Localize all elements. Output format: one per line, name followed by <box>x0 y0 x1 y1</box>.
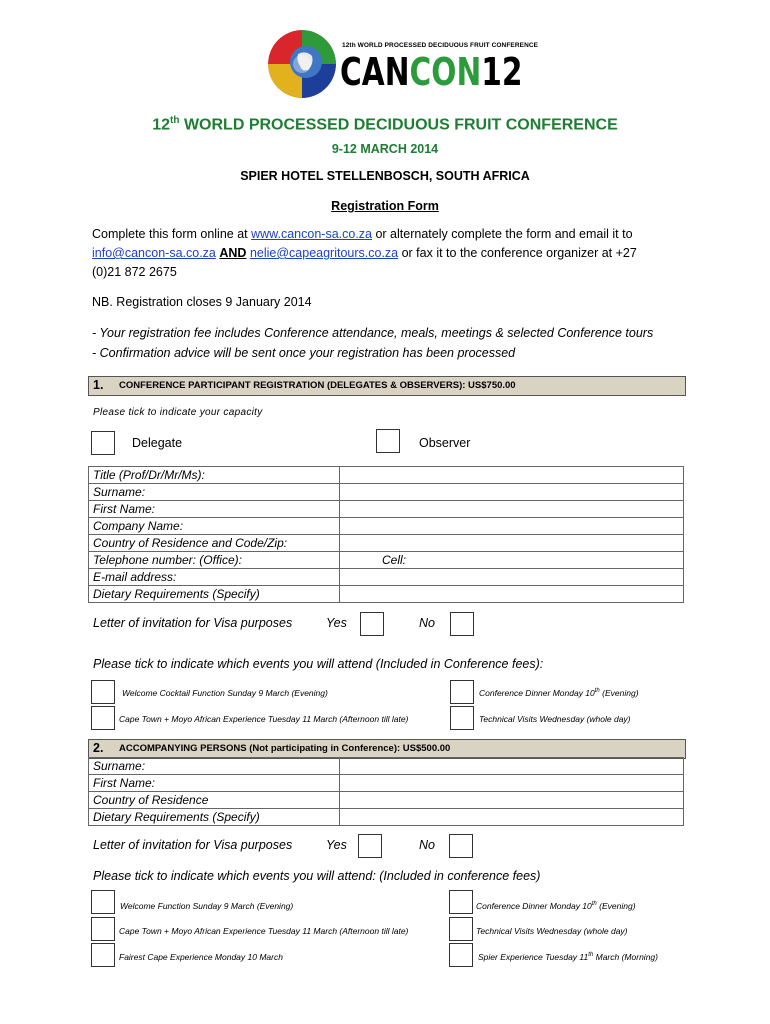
event-technical-visits-checkbox-2[interactable] <box>449 917 473 941</box>
event-technical-visits-label: Technical Visits Wednesday (whole day) <box>479 714 631 724</box>
visa-no-label: No <box>419 616 435 630</box>
section2-header: 2. ACCOMPANYING PERSONS (Not participating in Conference): US$500.00 <box>88 739 686 759</box>
field-input-email[interactable] <box>340 569 684 586</box>
event-spier-experience-label: Spier Experience Tuesday 11th March (Morning) <box>478 952 658 962</box>
visa-yes-checkbox-2[interactable] <box>358 834 382 858</box>
visa-no-checkbox[interactable] <box>450 612 474 636</box>
event-cape-town-label: Cape Town + Moyo African Experience Tuesday 11 March (Afternoon till late) <box>119 714 409 724</box>
field-input-first-name[interactable] <box>340 501 684 518</box>
event-welcome-function-checkbox[interactable] <box>91 890 115 914</box>
table-row <box>89 758 684 775</box>
field-label-country: Country of Residence <box>89 792 340 809</box>
field-input-dietary[interactable] <box>340 586 684 603</box>
table-row <box>89 809 684 826</box>
section1-header: 1. CONFERENCE PARTICIPANT REGISTRATION (DELEGATES & OBSERVERS): US$750.00 <box>88 376 686 396</box>
table-row <box>89 552 684 569</box>
table-row <box>89 586 684 603</box>
visa-label: Letter of invitation for Visa purposes <box>93 616 293 630</box>
field-label-dietary: Dietary Requirements (Specify) <box>89 809 340 826</box>
visa-yes-label: Yes <box>326 616 347 630</box>
cell-label: Cell: <box>382 553 407 567</box>
logo-wordmark: CANCON12 <box>340 50 523 94</box>
field-label-dietary: Dietary Requirements (Specify) <box>89 586 340 603</box>
event-cape-town-checkbox-2[interactable] <box>91 917 115 941</box>
table-row <box>89 484 684 501</box>
observer-checkbox[interactable] <box>376 429 400 453</box>
table-row <box>89 501 684 518</box>
event-cape-town-label-2: Cape Town + Moyo African Experience Tuesday 11 March (Afternoon till late) <box>119 926 409 936</box>
event-conference-dinner-checkbox[interactable] <box>450 680 474 704</box>
field-input-country[interactable] <box>340 792 684 809</box>
globe-logo-icon <box>268 30 336 98</box>
event-conference-dinner-checkbox-2[interactable] <box>449 890 473 914</box>
email-link-info[interactable]: info@cancon-sa.co.za <box>92 246 216 260</box>
visa-no-label-2: No <box>419 838 435 852</box>
field-label-first-name: First Name: <box>89 775 340 792</box>
participant-details-table <box>88 466 684 603</box>
visa-yes-label-2: Yes <box>326 838 347 852</box>
event-fairest-cape-label: Fairest Cape Experience Monday 10 March <box>119 952 283 962</box>
field-label-email: E-mail address: <box>89 569 340 586</box>
field-label-company: Company Name: <box>89 518 340 535</box>
field-label-telephone: Telephone number: (Office): <box>89 552 340 569</box>
visa-no-checkbox-2[interactable] <box>449 834 473 858</box>
field-input-dietary[interactable] <box>340 809 684 826</box>
field-label-title: Title (Prof/Dr/Mr/Ms): <box>89 467 340 484</box>
conference-dates: 9-12 MARCH 2014 <box>331 142 439 156</box>
events-prompt: Please tick to indicate which events you will attend (Included in Conference fees): <box>93 657 544 671</box>
event-spier-experience-checkbox[interactable] <box>449 943 473 967</box>
field-input-title[interactable] <box>340 467 684 484</box>
event-conference-dinner-label: Conference Dinner Monday 10th (Evening) <box>479 688 639 698</box>
registration-deadline: NB. Registration closes 9 January 2014 <box>92 295 312 309</box>
table-row <box>89 535 684 552</box>
field-label-surname: Surname: <box>89 758 340 775</box>
capacity-prompt: Please tick to indicate your capacity <box>93 407 263 418</box>
field-input-surname[interactable] <box>340 484 684 501</box>
field-input-first-name[interactable] <box>340 775 684 792</box>
visa-yes-checkbox[interactable] <box>360 612 384 636</box>
event-welcome-cocktail-checkbox[interactable] <box>91 680 115 704</box>
field-input-telephone[interactable] <box>340 552 684 569</box>
form-title: Registration Form <box>331 199 439 213</box>
observer-label: Observer <box>419 436 471 450</box>
field-label-first-name: First Name: <box>89 501 340 518</box>
events-prompt-2: Please tick to indicate which events you will attend: (Included in conference fees) <box>93 869 541 883</box>
accompanying-details-table <box>88 757 684 826</box>
table-row <box>89 569 684 586</box>
event-technical-visits-label-2: Technical Visits Wednesday (whole day) <box>476 926 628 936</box>
field-input-company[interactable] <box>340 518 684 535</box>
conference-title: 12th WORLD PROCESSED DECIDUOUS FRUIT CONFERENCE <box>152 115 618 134</box>
table-row <box>89 792 684 809</box>
event-conference-dinner-label-2: Conference Dinner Monday 10th (Evening) <box>476 901 636 911</box>
table-row <box>89 467 684 484</box>
field-input-country[interactable] <box>340 535 684 552</box>
field-input-surname[interactable] <box>340 758 684 775</box>
event-technical-visits-checkbox[interactable] <box>450 706 474 730</box>
email-link-nelie[interactable]: nelie@capeagritours.co.za <box>249 246 399 260</box>
visa-label-2: Letter of invitation for Visa purposes <box>93 838 293 852</box>
table-row <box>89 518 684 535</box>
field-label-surname: Surname: <box>89 484 340 501</box>
event-welcome-function-label: Welcome Function Sunday 9 March (Evening) <box>120 901 294 911</box>
website-link[interactable]: www.cancon-sa.co.za <box>251 227 372 241</box>
event-cape-town-checkbox[interactable] <box>91 706 115 730</box>
confirmation-note: - Confirmation advice will be sent once your registration has been processed <box>92 346 516 360</box>
delegate-label: Delegate <box>132 436 183 450</box>
delegate-checkbox[interactable] <box>91 431 115 455</box>
conference-logo <box>268 28 539 100</box>
intro-paragraph: Complete this form online at www.cancon-sa.co.za or alternately complete the form and email it to info@cancon-sa.co.za AND nelie@capeagritours.co.za or fax it to the conference organizer at +27 (0)21 872 2675 <box>92 227 637 279</box>
event-welcome-cocktail-label: Welcome Cocktail Function Sunday 9 March (Evening) <box>122 688 328 698</box>
table-row <box>89 775 684 792</box>
field-label-country: Country of Residence and Code/Zip: <box>89 535 340 552</box>
conference-venue: SPIER HOTEL STELLENBOSCH, SOUTH AFRICA <box>240 169 530 183</box>
fee-note: - Your registration fee includes Conference attendance, meals, meetings & selected Conference tours <box>92 326 654 340</box>
event-fairest-cape-checkbox[interactable] <box>91 943 115 967</box>
logo-tagline: 12th WORLD PROCESSED DECIDUOUS FRUIT CONFERENCE <box>342 42 539 49</box>
